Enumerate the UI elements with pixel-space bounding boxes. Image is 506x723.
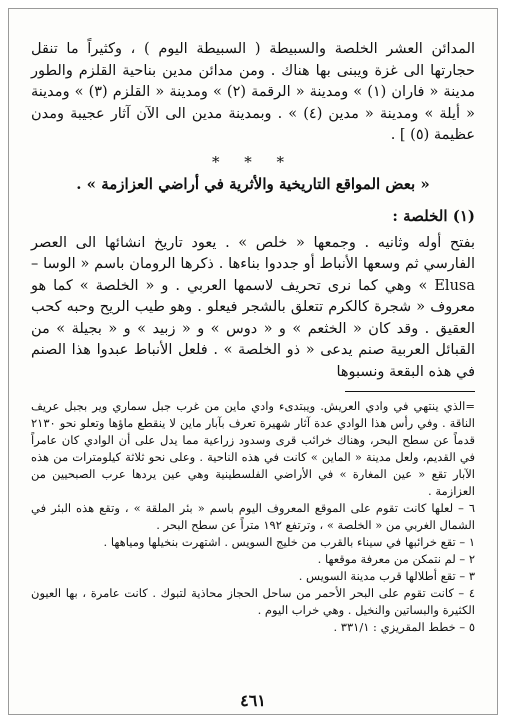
footnote-6: ٦ – لعلها كانت تقوم على الموقع المعروف اليوم باسم « بئر الملقة » ، وتقع هذه البئر في الشمال الغربي من « الخلصة » ، وترتفع ١٩٢ متراً عن سطح البحر . xyxy=(31,501,475,532)
page-frame xyxy=(8,8,498,715)
body-paragraph: بفتح أوله وثانيه . وجمعها « خلص » . يعود تاريخ انشائها الى العصر الفارسي ثم وسعها الأنباط أو جددوا بناءها . ذكرها الرومان باسم « الوسا – Elusa » وهي كما نرى تحريف لاسمها العربي . و « الخلصة » كما هو معروف « شجرة كالكرم تتعلق بالشجر فيعلو . وهو طيب الريح وحبه كحب العقيق . وقد كان « الخثعم » و « دوس » و « زبيد » و « بجيلة » من القبائل العربية صنم يدعى « ذو الخلصة » . فلعل الأنباط عبدوا هذا الصنم في هذه البقعة ونسبوها xyxy=(31,234,475,380)
book-page xyxy=(31,39,475,702)
footnote-continuation: =الذي ينتهي في وادي العريش. ويبتدىء وادي ماين من غرب جبل سماري وير بجبل عريف الناقة . وفي رأس هذا الوادي عدة آثار شهيرة تعرف بآبار ماين لا ينقطع ماؤها وتعلو نحو ٢١٣٠ قدماً عن سطح البحر، وهناك خرائب قرى وسدود زراعية مما يدل على أن الوادي كان عامراً في القديم، ولعل مدينة « الماين » كانت في هذه الناحية . وعلى نحو ثلاثة كيلومترات من هذه الآبار تقع « عين المغارة » في الأراضي الفلسطينية وهي عين يردها عرب الصبحيين من العزازمة . xyxy=(31,399,475,498)
footnote-2: ٢ – لم نتمكن من معرفة موقعها . xyxy=(317,552,475,566)
footnote-separator xyxy=(345,391,475,392)
section-heading: « بعض المواقع التاريخية والأثرية في أراضي العزازمة » . xyxy=(76,174,430,193)
intro-paragraph: المدائن العشر الخلصة والسبيطة ( السبيطة اليوم ) ، وكثيراً ما تنقل حجارتها الى غزة ويبنى بها هناك . ومن مدائن مدين بناحية القلزم والطور مدينة « فاران (١) » ومدينة « الرقمة (٢) » ومدينة « القلزم (٣) » ومدينة « أيلة » ومدينة « مدين (٤) » . وبمدينة مدين الى الآن آثار عجيبة ومدن عظيمة (٥) ] . xyxy=(31,41,476,143)
section-divider-stars: * * * xyxy=(211,152,295,171)
footnote-5: ٥ – خطط المقريزي : ٣٣١/١ . xyxy=(333,620,475,634)
footnote-3: ٣ – تقع أطلالها قرب مدينة السويس . xyxy=(298,569,475,583)
footnote-4: ٤ – كانت تقوم على البحر الأحمر من ساحل الحجاز محاذية لتبوك . كانت عامرة ، بها العيون الكثيرة والبساتين والنخيل . وهي خراب اليوم . xyxy=(31,586,475,617)
subsection-title: (١) الخلصة : xyxy=(392,206,475,225)
footnote-1: ١ – تقع خرائبها في سيناء بالقرب من خليج السويس . اشتهرت بنخيلها ومياهها . xyxy=(103,535,475,549)
page-number: ٤٦١ xyxy=(240,691,266,710)
footnotes xyxy=(31,398,475,636)
